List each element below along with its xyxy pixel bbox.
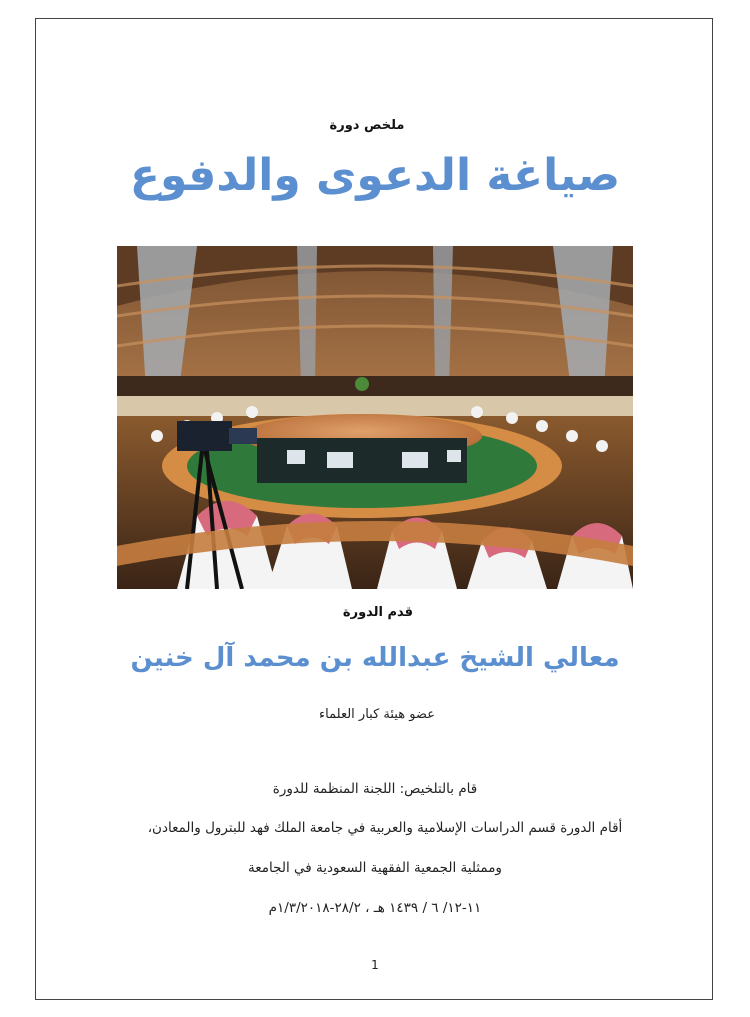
partner-line: وممثلية الجمعية الفقهية السعودية في الجامعة bbox=[248, 860, 502, 876]
organizer-line: أقام الدورة قسم الدراسات الإسلامية والعربية في جامعة الملك فهد للبترول والمعادن، bbox=[147, 820, 623, 836]
presenter-name: معالي الشيخ عبدالله بن محمد آل خنين bbox=[130, 643, 620, 673]
page-number: 1 bbox=[371, 958, 379, 972]
course-subtitle: ملخص دورة bbox=[329, 118, 405, 133]
presenter-role: عضو هيئة كبار العلماء bbox=[319, 707, 435, 722]
summary-line: قام بالتلخيص: اللجنة المنظمة للدورة bbox=[272, 781, 478, 797]
presented-by-label: قدم الدورة bbox=[342, 605, 414, 620]
council-chamber-photo bbox=[117, 246, 633, 589]
course-title: صياغة الدعوى والدفوع bbox=[129, 150, 621, 201]
dates-line: ١١-١٢/ ٦ / ١٤٣٩ هـ ، ٢٨/٢-١/٣/٢٠١٨م bbox=[268, 900, 482, 916]
